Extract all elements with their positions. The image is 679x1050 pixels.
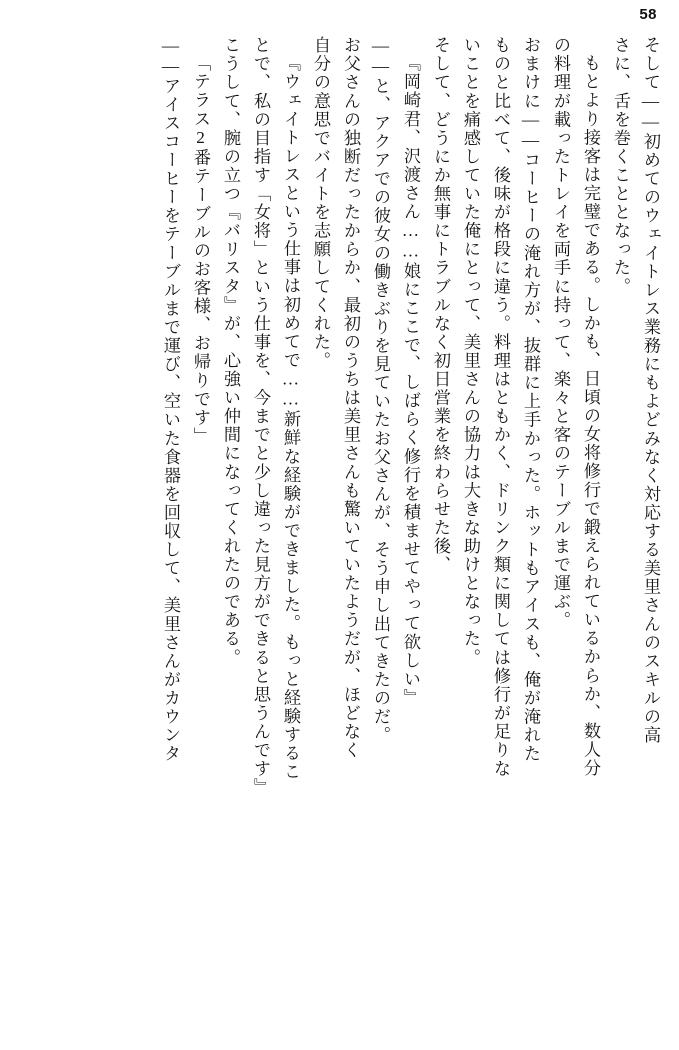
text-line: 『岡崎君、沢渡さん……娘にここで、しばらく修行を積ませてやって欲しい』: [401, 54, 420, 707]
text-line: とで、私の目指す「女将」という仕事を、今までと少し違った見方ができると思うんです』: [251, 36, 270, 797]
text-line: さに、舌を巻くこととなった。: [611, 36, 630, 296]
text-line: もとより接客は完璧である。しかも、日頃の女将修行で鍛えられているからか、数人分: [581, 54, 600, 778]
text-line: ――と、アクアでの彼女の働きぶりを見ていたお父さんが、そう申し出てきたのだ。: [371, 36, 390, 745]
text-line: ものと比べて、後味が格段に違う。料理はともかく、ドリンク類に関しては修行が足りな: [491, 36, 510, 778]
text-line: そして、どうにか無事にトラブルなく初日営業を終わらせた後、: [431, 36, 450, 574]
text-line: の料理が載ったトレイを両手に持って、楽々と客のテーブルまで運ぶ。: [551, 36, 570, 630]
text-line: そして――初めてのウェイトレス業務にもよどみなく対応する美里さんのスキルの高: [641, 36, 660, 745]
text-line: ――アイスコーヒーをテーブルまで運び、空いた食器を回収して、美里さんがカウンタ: [161, 36, 180, 764]
text-line: お父さんの独断だったからか、最初のうちは美里さんも驚いていたようだが、ほどなく: [341, 36, 360, 760]
body-text-block: [20, 36, 659, 1042]
text-line: 「テラス2番テーブルのお客様、お帰りです」: [191, 54, 210, 446]
text-line: こうして、腕の立つ『バリスタ』が、心強い仲間になってくれたのである。: [221, 36, 240, 667]
text-line: 自分の意思でバイトを志願してくれた。: [311, 36, 330, 370]
page-number: 58: [639, 6, 657, 23]
text-line: 『ウェイトレスという仕事は初めてで……新鮮な経験ができました。もっと経験するこ: [281, 54, 300, 782]
text-line: いことを痛感していた俺にとって、美里さんの協力は大きな助けとなった。: [461, 36, 480, 667]
text-line: おまけに――コーヒーの淹れ方が、抜群に上手かった。ホットもアイスも、俺が淹れた: [521, 36, 540, 764]
